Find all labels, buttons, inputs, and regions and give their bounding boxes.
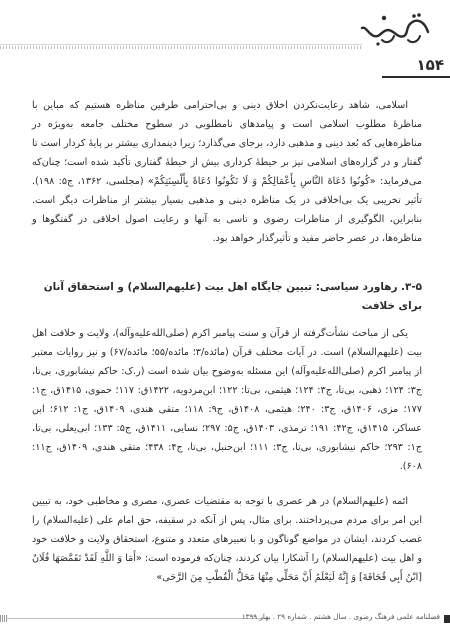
page-footer [0,612,450,626]
footer-marker [444,615,450,623]
header-hatch-rule [0,46,362,49]
section-gap [32,248,422,264]
page-number: ۱۵۴ [416,56,444,74]
paragraph-gap [32,476,422,492]
journal-logo-mark [358,6,436,50]
paragraph-imams: ائمه (علیهم‌السلام) در هر عصری با توجه به مقتضیات عصری، مصری و مخاطبی خود، به تبیین این امر برای مردم می‌پرداختند. برای مثال، پس از آنکه در سقیفه، حق امام علی (علیه‌السلام) را غصب کردند، ایشان در مواضع گوناگون و با تعبیرهای متعدد و متنوع، استحقاق ولایت و خلافت خود و اهل بیت (علیهم‌السلام) را آشکارا بیان کردند، چنان‌که فرموده است: «أَمَا وَ اللَّهِ لَقَدْ تَقَمَّصَهَا فُلَانٌ [ابْنُ أَبِي قُحَافَةَ] وَ إِنَّهُ لَيَعْلَمُ أَنَّ مَحَلِّي مِنْهَا مَحَلُّ الْقُطْبِ مِنَ الرَّحَى» [32,496,422,583]
paragraph-ethics: اسلامی، شاهد رعایت‌نکردن اخلاق دینی و بی‌احترامی طرفین مناظره هستیم که مباین با مناظرهٔ مطلوب اسلامی است و پیامدهای نامطلوبی در سطوح مختلف جامعه به‌ویژه در مناظره‌هایی که بُعد دینی و مذهبی دارد، برجای می‌گذارد؛ زیرا دینمداری بیشتر بر پایهٔ کردار است تا گفتار و در گزاره‌های اسلامی نیز بر حیطهٔ کرداری بیش از حیطهٔ گفتاری تأکید شده است؛ چنان‌که می‌فرماید: «كُونُوا دُعَاةَ النَّاسِ بِأَعْمَالِكُمْ وَ لَا تَكُونُوا دُعَاةً بِأَلْسِنَتِكُمْ» (مجلسی، ۱۳۶۲، ج۵: ۱۹۸). تأثیر تخریبی یک بی‌اخلاقی در یک مناظره دینی و مذهبی بسیار بیشتر از مناظرات دیگر است. بنابراین، الگوگیری از مناظرات رضوی و تاسی به آنها و رعایت اصول اخلاقی در گفتگوها و مناظره‌ها، در عصر حاضر مفید و تأثیرگذار خواهد بود. [32,100,422,244]
footer-rule [6,618,270,619]
page-number-underline [382,76,450,78]
header-rule [0,44,362,45]
section-heading: ۳-۵. رهاورد سیاسی: تبیین جایگاه اهل بیت (علیهم‌السلام) و استحقاق آنان برای خلافت [43,281,422,312]
journal-logo [358,6,436,50]
journal-citation: فصلنامه علمی فرهنگ رضوی . سال هشتم . شماره ۲۹ . بهار ۱۳۹۹ [241,612,440,621]
article-body [32,96,422,587]
paragraph-caliphate: یکی از مباحث نشأت‌گرفته از قرآن و سنت پیامبر اکرم (صلی‌الله‌علیه‌وآله)، ولایت و خلافت اهل بیت (علیهم‌السلام) است. در آیات مختلف قرآن (مائده/۳؛ مائده/۵۵؛ مائده/۶۷) و نیز روایات معتبر از پیامبر اکرم (صلی‌الله‌علیه‌وآله) این مسئله به‌وضوح بیان شده است (ر.ک: حاکم نیشابوری، بی‌تا، ج۳: ۱۲۴؛ ذهبی، بی‌تا، ج۳: ۱۲۴؛ هیثمی، بی‌تا: ۱۲۲؛ ابن‌مردویه، ۱۴۲۲ق: ۱۱۷؛ حموی، ۱۴۱۵ق، ج۱: ۱۷۷؛ مزی، ۱۴۰۶ق، ج۳: ۲۴۰؛ هیثمی، ۱۴۰۸ق، ج۹: ۱۱۸؛ متقی هندی، ۱۴۰۹ق، ج۱: ۶۱۲؛ ابن عساکر، ۱۴۱۵ق، ج۴۲: ۱۹۱؛ ترمذی، ۱۴۰۳ق، ج۵: ۲۹۷؛ نسایی، ۱۴۱۱ق، ج۵: ۱۳۳؛ ابی‌یعلی، بی‌تا، ج۱: ۲۹۳؛ حاکم نیشابوری، بی‌تا، ج۳: ۱۱۱؛ ابن‌حنبل، بی‌تا، ج۴: ۴۳۸؛ متقی هندی، ۱۴۰۹ق، ج۱۱: ۶۰۸). [32,328,422,472]
